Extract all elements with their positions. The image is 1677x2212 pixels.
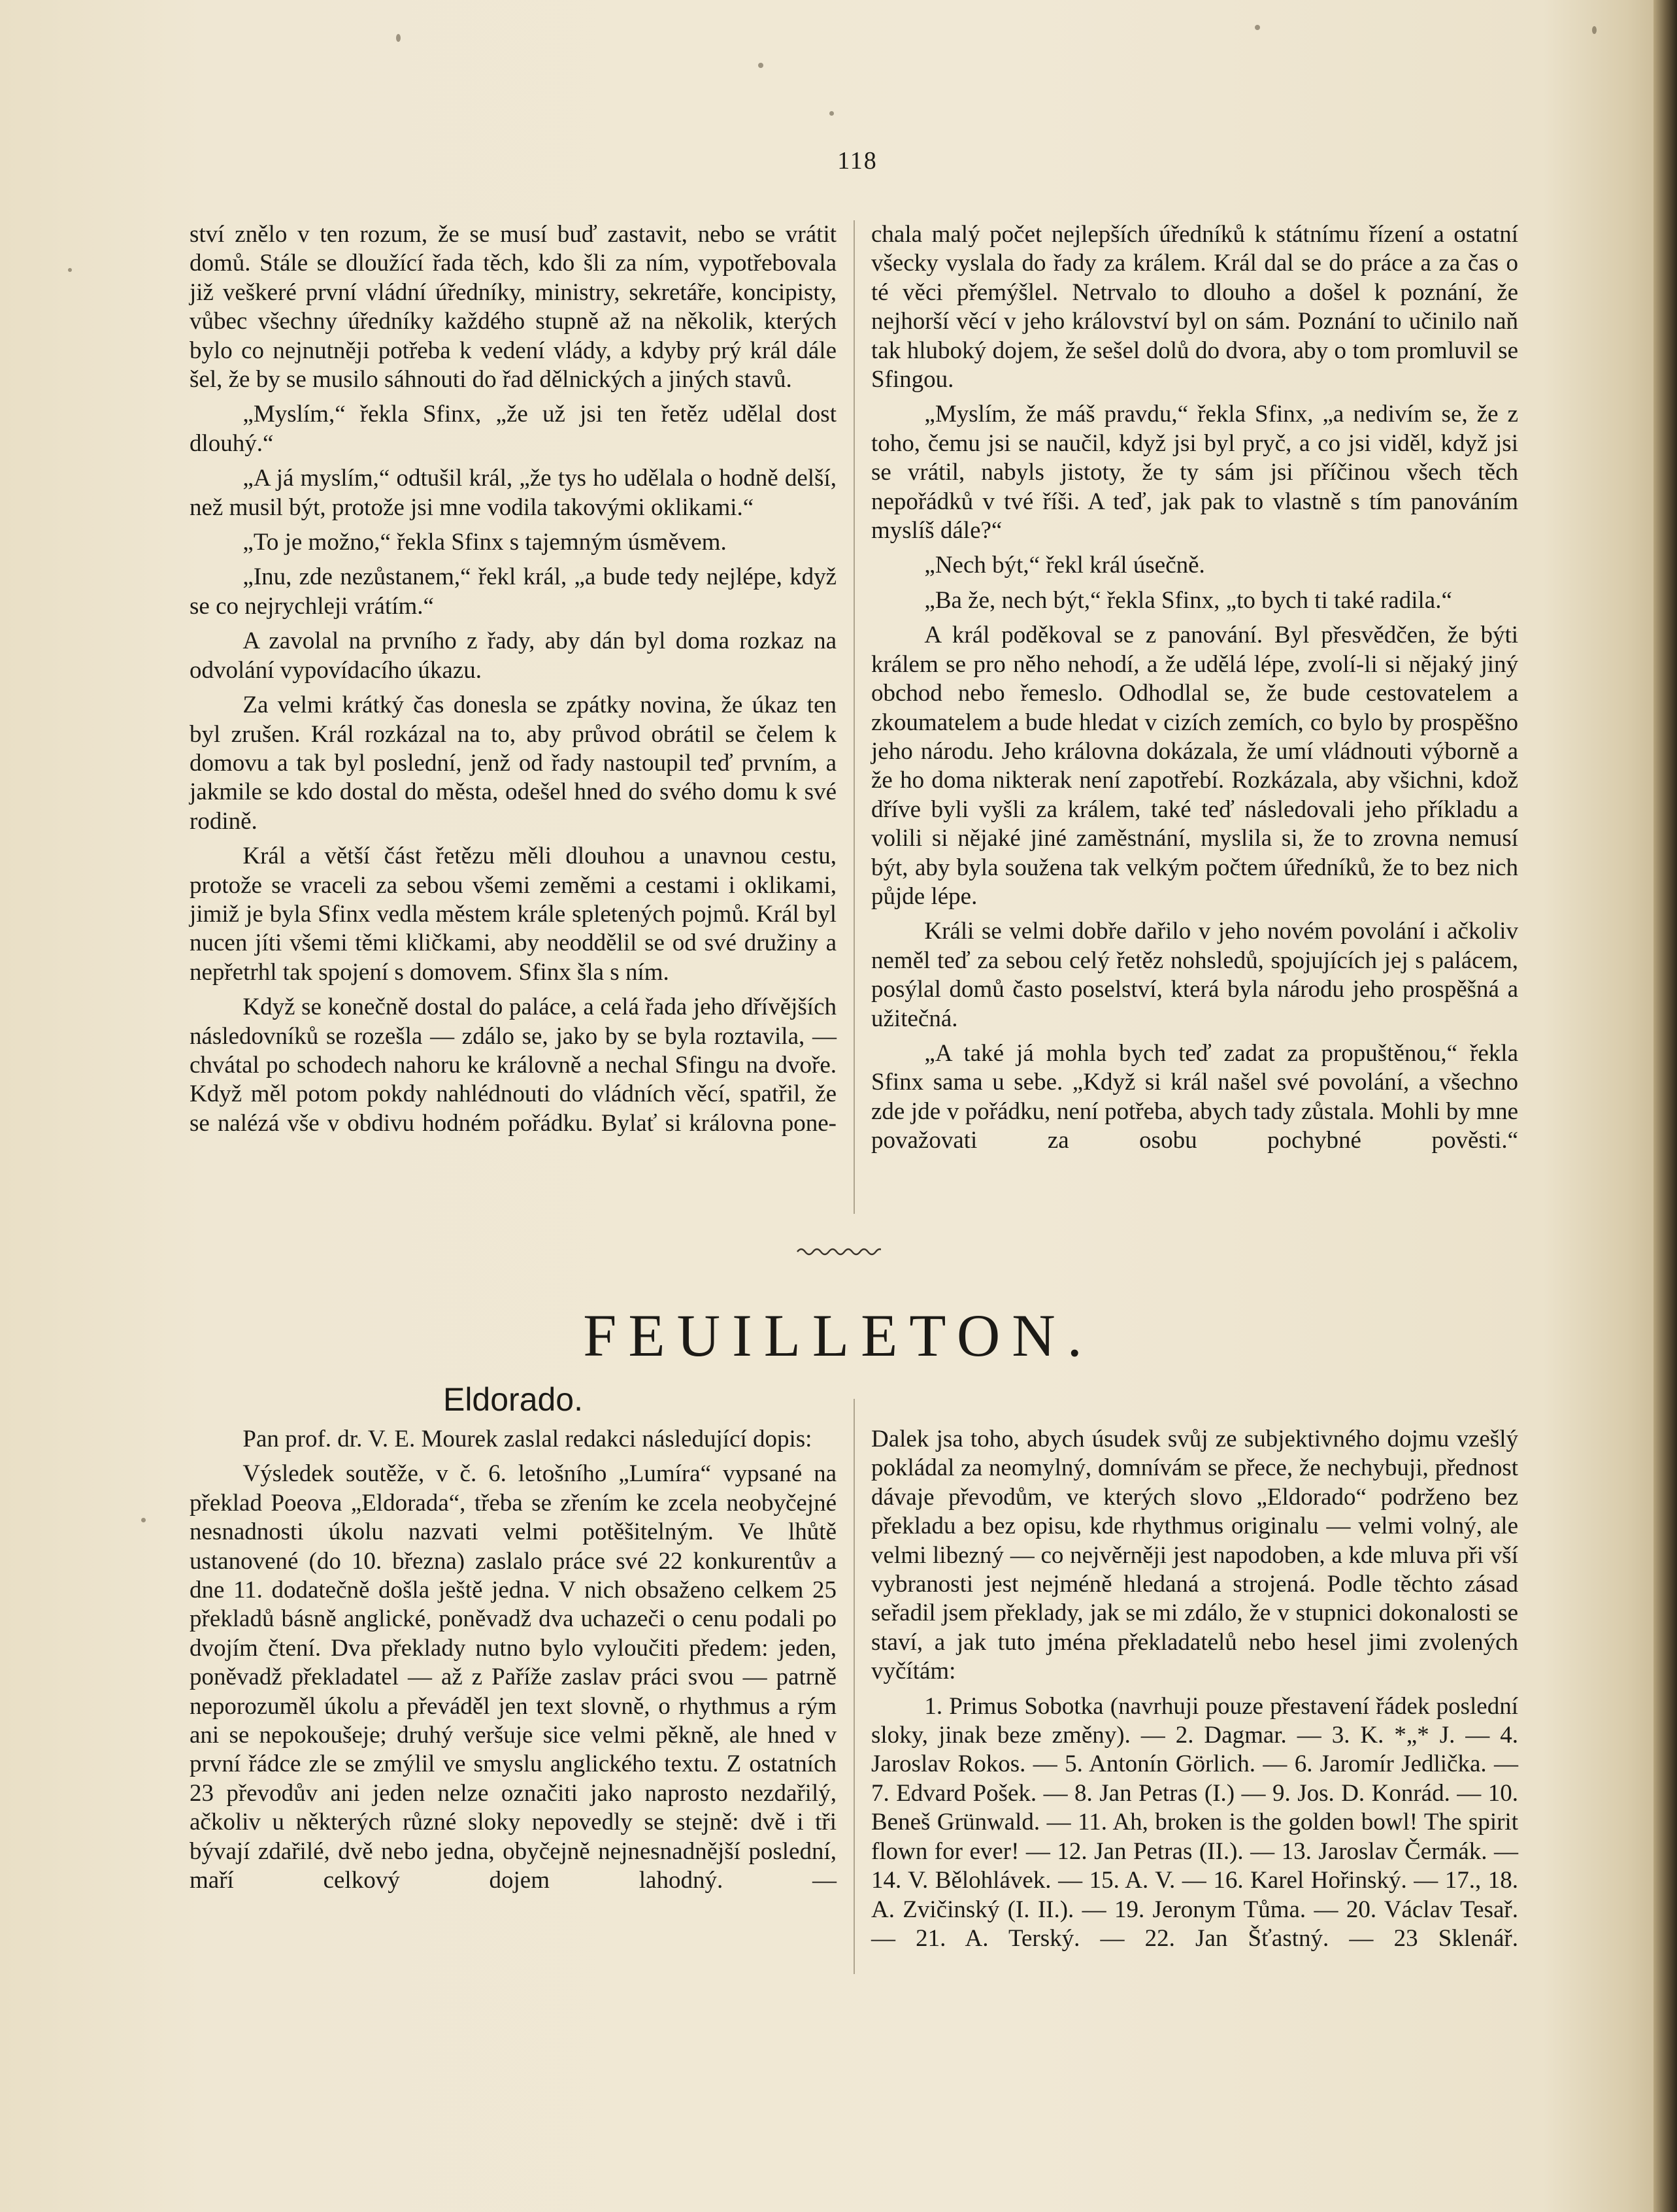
wavy-divider <box>796 1245 881 1259</box>
paragraph: Výsledek soutěže, v č. 6. letošního „Lumíra“ vypsané na překlad Poeova „Eldorada“, třeba se zřením ke zcela neobyčejné nesnadnosti úkolu nazvati velmi potěšitelným. Ve lhůtě ustanovené (do 10. března) zaslalo práce své 22 konkurentův a dne 11. dodatečně došla ještě jedna. V nich obsaženo celkem 25 překladů básně anglické, poněvadž dva uchazeči o cenu podali po dvojím čtení. Dva překlady nutno bylo vyloučiti předem: jeden, poněvadž překladatel — až z Paříže zaslav práci svou — patrně neporozuměl úkolu a převáděl jen text slovně, o rhythmus a rým ani se nepokoušeje; druhý veršuje sice velmi pěkně, ale hned v první řádce zle se zmýlil ve smyslu anglického textu. Z ostatních 23 převodův ani jeden nelze označiti jako naprosto nezdařilý, ačkoliv u některých různé sloky nepovedly se stejně: dvě i tři bývají zdařilé, dvě nebo jedna, obyčejně nejnesnadnější poslední, maří celkový dojem lahodný. — <box>190 1460 837 1894</box>
book-spine-edge <box>1653 0 1677 2212</box>
paper-speck <box>141 1518 146 1522</box>
paragraph: A král poděkoval se z panování. Byl přesvědčen, že býti králem se pro něho nehodí, a že udělá lépe, zvolí-li si nějaký jiný obchod nebo řemeslo. Odhodlal se, že bude cestovatelem a zkoumatelem a bude hledat v cizích zemích, co bylo by prospěšno jeho národu. Jeho královna dokázala, že umí vládnouti výborně a že ho doma nikterak není zapotřebí. Rozkázala, aby všichni, kdož dříve byli vyšli za králem, také teď následovali jeho příkladu a volili si nějaké jiné zaměstnání, myslila si, že to zrovna nemusí být, aby byla soužena tak velkým počtem úředníků, že to bez nich půjde lépe. <box>871 622 1518 910</box>
paragraph: „Nech být,“ řekl král úsečně. <box>924 552 1205 579</box>
paper-speck <box>1255 25 1260 30</box>
paragraph: ství znělo v ten rozum, že se musí buď zastavit, nebo se vrátit domů. Stále se dloužící řada těch, kdo šli za ním, vypotřebovala již veškeré první vládní úředníky, ministry, sekretáře, koncipisty, vůbec všechny úředníky každého stupně až na několik, kterých bylo co nejnutněji potřeba k vedení vlády, a kdyby prý král dále šel, že by se musilo sáhnouti do řad dělnických a jiných stavů. <box>190 221 837 394</box>
paper-speck <box>758 63 763 68</box>
column-rule <box>854 220 855 1214</box>
paragraph: Dalek jsa toho, abych úsudek svůj ze subjektivného dojmu vzešlý pokládal za neomylný, domnívám se přece, že nechybuji, přednost dávaje převodům, ve kterých slovo „Eldorado“ podrženo bez překladu a bez opisu, kde rhythmus originalu — velmi volný, ale velmi libezný — co nejvěrněji jest napodoben, a kde mluva při vší vybranosti jest nejméně hledaná a strojená. Podle těchto zásad seřadil jsem překlady, jak se mi zdálo, že v stupnici dokonalosti se staví, a jak tuto jména překladatelů nebo hesel jimi zvolených vyčítám: <box>871 1426 1518 1685</box>
paragraph: Pan prof. dr. V. E. Mourek zaslal redakci následující dopis: <box>242 1426 812 1452</box>
paragraph: „A také já mohla bych teď zadat za propuštěnou,“ řekla Sfinx sama u sebe. „Když si král našel své povolání, a všechno zde jde v pořádku, není potřeba, abych tady zůstala. Mohli by mne považovati za osobu pochybné pověsti.“ <box>871 1039 1518 1154</box>
feuilleton-column-left <box>190 1425 837 2000</box>
paper-speck <box>1592 26 1597 34</box>
paper-speck <box>68 268 72 272</box>
paper-speck <box>829 111 834 116</box>
paragraph: 1. Primus Sobotka (navrhuji pouze přestavení řádek poslední sloky, jinak beze změny). — 2. Dagmar. — 3. K. *„* J. — 4. Jaroslav Rokos. — 5. Antonín Görlich. — 6. Jaromír Jedlička. — 7. Edvard Pošek. — 8. Jan Petras (I.) — 9. Jos. D. Konrád. — 10. Beneš Grünwald. — 11. Ah, broken is the golden bowl! The spirit flown for ever! — 12. Jan Petras (II.). — 13. Jaroslav Čermák. — 14. V. Bělohlávek. — 15. A. V. — 16. Karel Hořinský. — 17., 18. A. Zvičinský (I. II.). — 19. Jeronym Tůma. — 20. Václav Tesař. — 21. A. Terský. — 22. Jan Šťastný. — 23 Sklenář. <box>871 1692 1518 1952</box>
paragraph: Za velmi krátký čas donesla se zpátky novina, že úkaz ten byl zrušen. Král rozkázal na to, aby průvod obrátil se čelem k domovu a tak byl poslední, jenž od řady nastoupil teď prvním, a jakmile se kdo dostal do města, odešel hned do svého domu k své rodině. <box>190 692 837 835</box>
paragraph: „Myslím, že máš pravdu,“ řekla Sfinx, „a nedivím se, že z toho, čemu jsi se naučil, když jsi byl pryč, a co jsi viděl, když jsi se vrátil, nabyls jistoty, že ty sám jsi příčinou všech těch nepořádků v tvé říši. A teď, jak pak to vlastně s tím panováním myslíš dále?“ <box>871 401 1518 545</box>
paragraph: A zavolal na prvního z řady, aby dán byl doma rozkaz na odvolání vypovídacího úkazu. <box>190 628 837 684</box>
page-number: 118 <box>837 147 878 175</box>
paragraph: chala malý počet nejlepších úředníků k státnímu řízení a ostatní všecky vyslala do řady za králem. Král dal se do práce a za čas o té věci přemýšlel. Netrvalo to dlouho a došel k poznání, že nejhorší věcí v jeho království byl on sám. Poznání to učinilo naň tak hluboký dojem, že sešel dolů do dvora, aby o tom promluvil se Sfingou. <box>871 221 1518 394</box>
paper-speck <box>396 34 401 42</box>
article-title: Eldorado. <box>442 1381 584 1418</box>
paragraph: „Myslím,“ řekla Sfinx, „že už jsi ten řetěz udělal dost dlouhý.“ <box>190 401 837 457</box>
feuilleton-column-right <box>871 1425 1518 2000</box>
story-column-left <box>190 220 837 1227</box>
paragraph: „To je možno,“ řekla Sfinx s tajemným úsměvem. <box>242 529 727 556</box>
paragraph: „A já myslím,“ odtušil král, „že tys ho udělala o hodně delší, než musil být, protože jsi mne vodila takovými oklikami.“ <box>190 465 837 521</box>
paragraph: Král a větší část řetězu měli dlouhou a unavnou cestu, protože se vraceli za sebou všemi zeměmi a cestami i oklikami, jimiž je byla Sfinx vedla městem krále spletených pojmů. Král byl nucen jíti všemi těmi kličkami, aby neoddělil se od své družiny a nepřetrhl tak spojení s domovem. Sfinx šla s ním. <box>190 843 837 986</box>
story-column-right <box>871 220 1518 1227</box>
paragraph: Když se konečně dostal do paláce, a celá řada jeho dřívějších následovníků se rozešla — zdálo se, jako by se byla roztavila, — chvátal po schodech nahoru ke královně a nechal Sfingu na dvoře. Když měl potom pokdy nahlédnouti do vládních věcí, spatřil, že se nalézá vše v obdivu hodném pořádku. Bylať si královna pone- <box>190 994 837 1137</box>
paragraph: „Inu, zde nezůstanem,“ řekl král, „a bude tedy nejlépe, když se co nejrychleji vrátím.“ <box>190 563 837 620</box>
column-rule <box>854 1399 855 1974</box>
paragraph: Králi se velmi dobře dařilo v jeho novém povolání i ačkoliv neměl teď za sebou celý řetěz nohsledů, spojujících jej s palácem, posýlal domů často poselství, která byla národu jeho prospěšná a užitečná. <box>871 918 1518 1032</box>
section-title: FEUILLETON. <box>583 1302 1094 1369</box>
paragraph: „Ba že, nech být,“ řekla Sfinx, „to bych ti také radila.“ <box>924 586 1452 614</box>
